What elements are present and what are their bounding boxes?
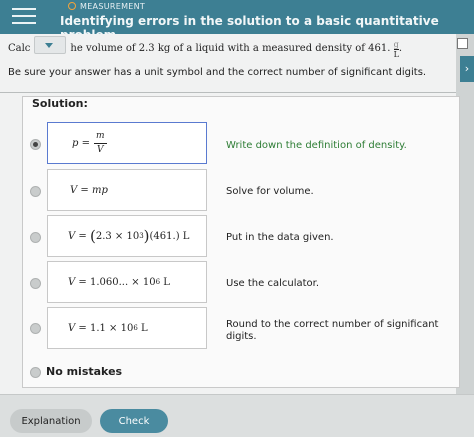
density-unit-den: L	[393, 50, 399, 59]
eq-fraction	[94, 130, 107, 157]
eq-unit: L	[163, 276, 170, 288]
step-1-explanation: Write down the definition of density.	[226, 140, 407, 151]
eq-factor-a: 1.060... × 10	[89, 276, 156, 288]
no-mistakes-label[interactable]: No mistakes	[46, 365, 123, 378]
eq-exponent: 3	[139, 232, 144, 240]
step-3-equation[interactable]: V = ( 2.3 × 10 3 ) (461.) L	[47, 215, 207, 257]
topic-text: MEASUREMENT	[80, 2, 146, 11]
check-button[interactable]: Check	[100, 409, 168, 433]
step-5-equation[interactable]	[47, 307, 207, 349]
step-4-equation[interactable]	[47, 261, 207, 303]
topic-label	[68, 2, 145, 11]
eq-lhs: V =	[68, 230, 87, 242]
step-3-radio[interactable]	[30, 232, 41, 243]
question-suffix: .	[398, 43, 403, 54]
progress-ring-icon	[68, 2, 76, 10]
menu-icon[interactable]	[12, 8, 36, 26]
step-4-explanation: Use the calculator.	[226, 278, 320, 289]
answer-dropdown[interactable]	[34, 36, 66, 54]
step-2-explanation: Solve for volume.	[226, 186, 314, 197]
step-2-radio[interactable]	[30, 186, 41, 197]
step-1-equation[interactable]	[47, 122, 207, 164]
eq-exponent: 6	[133, 324, 138, 332]
chevron-down-icon	[45, 43, 53, 48]
step-1-radio[interactable]	[30, 139, 41, 150]
eq-exponent: 6	[155, 278, 161, 286]
eq-equals: =	[81, 137, 90, 149]
step-4-radio[interactable]	[30, 278, 41, 289]
side-tab-icon[interactable]: ›	[460, 56, 474, 82]
eq-lhs: V =	[68, 276, 87, 288]
density-unit: $\frac{g}{L}$	[393, 40, 399, 59]
eq-text: V = mp	[70, 184, 108, 196]
eq-lhs: p	[72, 137, 79, 149]
instruction-text: Be sure your answer has a unit symbol and the correct number of significant digits.	[8, 67, 427, 78]
step-3-explanation: Put in the data given.	[226, 232, 334, 243]
divider	[0, 92, 456, 93]
explanation-button[interactable]: Explanation	[10, 409, 92, 433]
eq-factor-b: (461.) L	[149, 230, 190, 242]
step-5-explanation: Round to the correct number of significant digits.	[226, 319, 439, 342]
eq-factor-a: 1.1 × 10	[89, 322, 134, 334]
no-mistakes-radio[interactable]	[30, 367, 41, 378]
checkbox-icon[interactable]	[457, 38, 468, 49]
eq-numerator: m	[94, 130, 107, 144]
step-2-equation[interactable]	[47, 169, 207, 211]
step-5-radio[interactable]	[30, 323, 41, 334]
eq-denominator: V	[97, 144, 104, 155]
bottom-bar	[0, 394, 474, 437]
eq-lhs: V =	[68, 322, 87, 334]
top-bar	[0, 0, 474, 34]
page-title: Identifying errors in the solution to a basic quantitative	[60, 14, 439, 28]
question-text	[8, 36, 402, 59]
solution-label: Solution:	[32, 97, 88, 110]
eq-factor-a: 2.3 × 10	[95, 230, 140, 242]
question-body: he volume of 2.3 kg of a liquid with a measured density of 461.	[70, 43, 391, 54]
eq-unit: L	[141, 322, 148, 334]
question-prefix: Calc	[8, 43, 31, 54]
